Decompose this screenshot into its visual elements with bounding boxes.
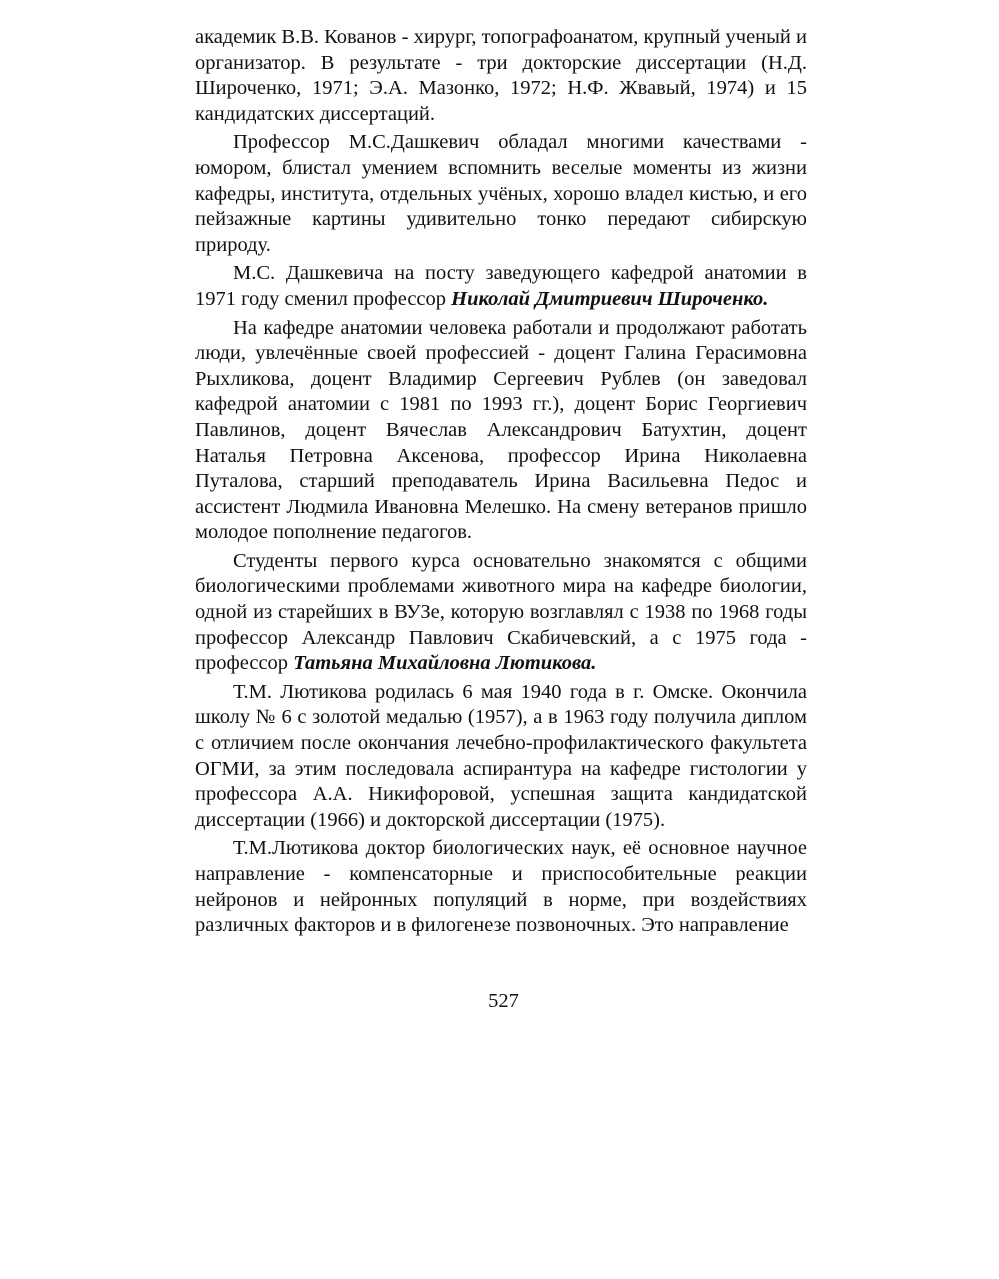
paragraph-shirochenko-text: М.С. Дашкевича на посту заведующего кафедрой анатомии в 1971 году сменил профессор [195,262,807,310]
paragraph-biology-department-text: Студенты первого курса основательно знакомятся с общими биологическими проблемами животного мира на кафедре биологии, одной из старейших в ВУЗе, которую возглавлял с 1938 по 1968 годы профессор Александр Павлович Скабичевский, а с 1975 года - профессор [195,549,807,675]
name-lyutikova: Татьяна Михайловна Лютикова. [293,652,597,675]
paragraph-dashkevich-qualities: Профессор М.С.Дашкевич обладал многими качествами - юмором, блистал умением вспомнить веселые моменты из жизни кафедры, института, отдельных учёных, хорошо владел кистью, и его пейзажные картины удивительно тонко передают сибирскую природу. [195,131,807,256]
page-text-block [195,25,807,942]
paragraph-lyutikova-biography: Т.М. Лютикова родилась 6 мая 1940 года в г. Омске. Окончила школу № 6 с золотой медалью (1957), а в 1963 году получила диплом с отличием после окончания лечебно-профилактического факультета ОГМИ, за этим последовала аспирантура на кафедре гистологии у профессора А.А. Никифоровой, успешная защита кандидатской диссертации (1966) и докторской диссертации (1975). [195,680,807,831]
paragraph-biology-department [195,549,807,677]
paragraph-lyutikova-research: Т.М.Лютикова доктор биологических наук, её основное научное направление - компенсаторные и приспособительные реакции нейронов и нейронных популяций в норме, при воздействиях различных факторов и в филогенезе позвоночных. Это направление [195,837,807,937]
paragraph-shirochenko [195,261,807,312]
paragraph-kovanov: академик В.В. Кованов - хирург, топографоанатом, крупный ученый и организатор. В результате - три докторские диссертации (Н.Д. Широченко, 1971; Э.А. Мазонко, 1972; Н.Ф. Жвавый, 1974) и 15 кандидатских диссертаций. [195,26,807,125]
paragraph-anatomy-staff: На кафедре анатомии человека работали и продолжают работать люди, увлечённые своей профессией - доцент Галина Герасимовна Рыхликова, доцент Владимир Сергеевич Рублев (он заведовал кафедрой анатомии с 1981 по 1993 гг.), доцент Борис Георгиевич Павлинов, доцент Вячеслав Александрович Батухтин, доцент Наталья Петровна Аксенова, профессор Ирина Николаевна Путалова, старший преподаватель Ирина Васильевна Педос и ассистент Людмила Ивановна Мелешко. На смену ветеранов пришло молодое пополнение педагогов. [195,316,807,544]
page-number: 527 [488,990,519,1012]
name-shirochenko: Николай Дмитриевич Широченко. [451,287,769,310]
